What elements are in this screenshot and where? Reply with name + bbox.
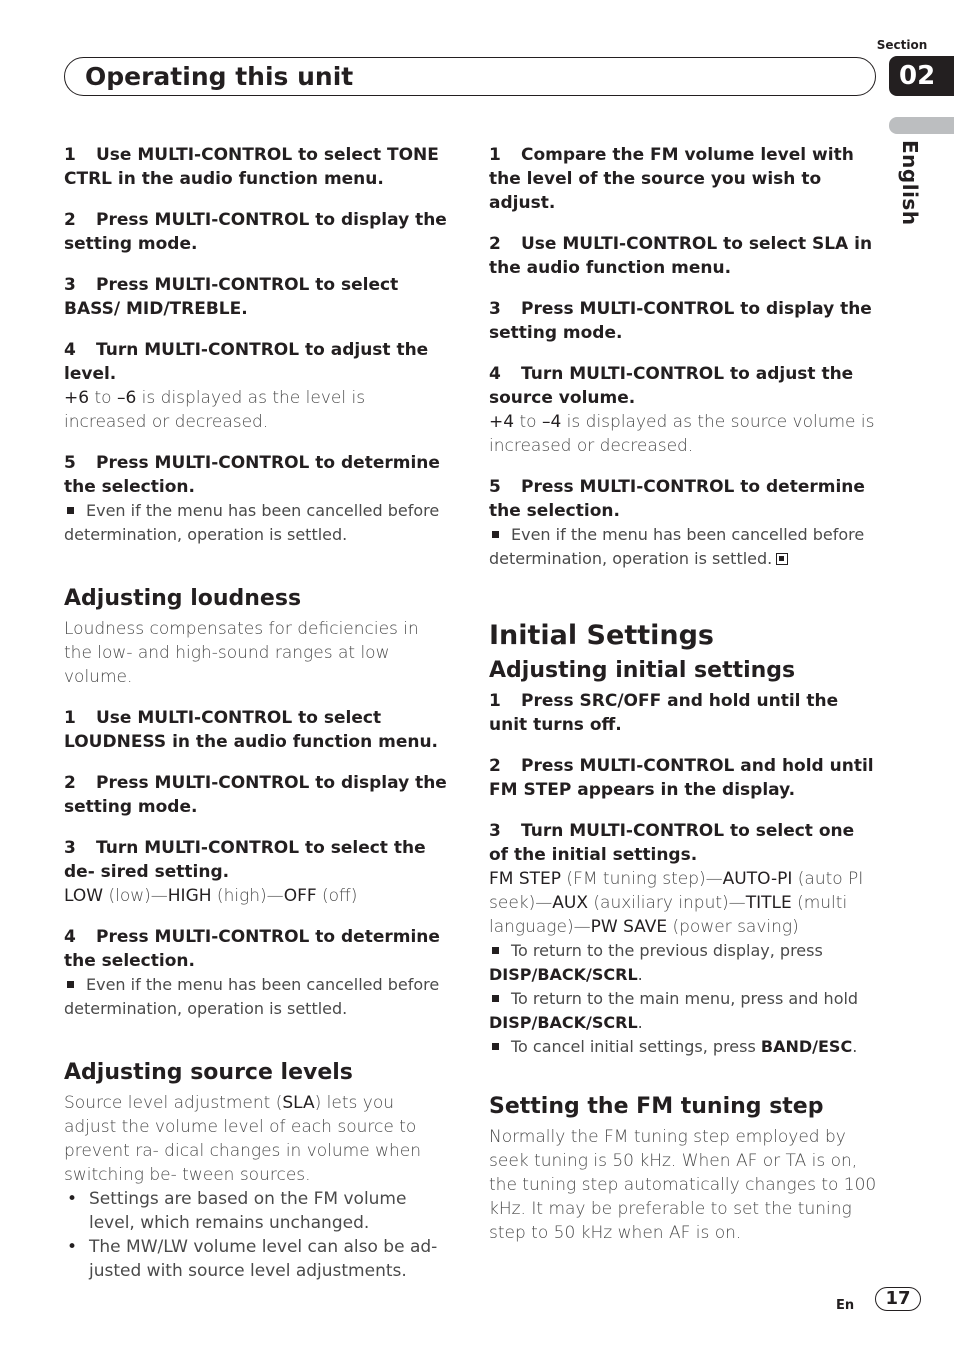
fm-step-heading: Setting the FM tuning step <box>489 1094 824 1119</box>
footer-language-code: En <box>836 1298 855 1313</box>
section-number-badge: 02 <box>889 56 954 96</box>
initial-step-3: 3 Turn MULTI-CONTROL to select one of the initial settings. <box>489 821 855 865</box>
initial-note-1: To return to the previous display, press DISP/BACK/SCRL. <box>489 941 823 984</box>
chapter-header <box>64 57 876 96</box>
initial-step-1: 1 Press SRC/OFF and hold until the unit turns off. <box>489 691 839 735</box>
note-square-icon <box>492 995 499 1002</box>
initial-note-3: To cancel initial settings, press BAND/ESC. <box>489 1035 877 1059</box>
sla-step-5: 5 Press MULTI-CONTROL to determine the selection. <box>489 477 865 521</box>
note-square-icon <box>492 947 499 954</box>
sla-step-3: 3 Press MULTI-CONTROL to display the setting mode. <box>489 299 872 343</box>
note-square-icon <box>492 1043 499 1050</box>
sla-step-4: 4 Turn MULTI-CONTROL to adjust the source volume. <box>489 364 854 408</box>
initial-note-2: To return to the main menu, press and hold DISP/BACK/SCRL. <box>489 989 859 1032</box>
section-label: Section <box>876 38 928 52</box>
fm-step-body: Normally the FM tuning step employed by seek tuning is 50 kHz. When AF or TA is on, the tuning step automatically changes to 100 kHz. It may be preferable to set the tuning step to 50 kHz when AF is on. <box>489 1127 877 1243</box>
sla-note: Even if the menu has been cancelled before determination, operation is settled. <box>489 525 865 568</box>
note-square-icon <box>492 531 499 538</box>
left-column <box>64 143 448 1283</box>
language-label: English <box>898 140 922 226</box>
tone-step-3: 3 Press MULTI-CONTROL to select BASS/ MID/TREBLE. <box>64 275 399 319</box>
sla-intro: Source level adjustment (SLA) lets you adjust the volume level of each source to prevent ra- dical changes in volume when switching be- tween sources. <box>64 1093 422 1185</box>
tone-note: Even if the menu has been cancelled before determination, operation is settled. <box>64 501 440 544</box>
loudness-note: Even if the menu has been cancelled before determination, operation is settled. <box>64 975 440 1018</box>
tone-step-5: 5 Press MULTI-CONTROL to determine the selection. <box>64 453 440 497</box>
sla-bullet-2: • The MW/LW volume level can also be ad- justed with source level adjustments. <box>64 1235 448 1283</box>
loudness-heading: Adjusting loudness <box>64 586 302 611</box>
language-tab <box>889 117 954 134</box>
tone-level-range: +6 to –6 is displayed as the level is increased or decreased. <box>64 388 366 432</box>
loudness-step-3: 3 Turn MULTI-CONTROL to select the de- sired setting. <box>64 838 426 882</box>
sla-step-1: 1 Compare the FM volume level with the level of the source you wish to adjust. <box>489 145 854 213</box>
page-number: 17 <box>875 1287 921 1311</box>
loudness-intro: Loudness compensates for deficiencies in the low- and high-sound ranges at low volume. <box>64 619 419 687</box>
tone-step-2: 2 Press MULTI-CONTROL to display the setting mode. <box>64 210 447 254</box>
chapter-title: Operating this unit <box>85 62 354 91</box>
sla-heading: Adjusting source levels <box>64 1060 353 1085</box>
initial-step-2: 2 Press MULTI-CONTROL and hold until FM STEP appears in the display. <box>489 756 874 800</box>
end-of-section-icon <box>776 553 788 565</box>
sla-level-range: +4 to –4 is displayed as the source volume is increased or decreased. <box>489 412 875 456</box>
loudness-step-4: 4 Press MULTI-CONTROL to determine the selection. <box>64 927 440 971</box>
note-square-icon <box>67 507 74 514</box>
loudness-options: LOW (low)—HIGH (high)—OFF (off) <box>64 886 358 906</box>
initial-options: FM STEP (FM tuning step)—AUTO-PI (auto PI seek)—AUX (auxiliary input)—TITLE (multi language)—PW SAVE (power saving) <box>489 869 864 937</box>
initial-settings-title: Initial Settings <box>489 620 715 651</box>
note-square-icon <box>67 981 74 988</box>
loudness-step-2: 2 Press MULTI-CONTROL to display the setting mode. <box>64 773 447 817</box>
tone-step-4: 4 Turn MULTI-CONTROL to adjust the level. <box>64 340 429 384</box>
right-column <box>489 143 877 1245</box>
sla-bullet-1: • Settings are based on the FM volume level, which remains unchanged. <box>64 1187 448 1235</box>
tone-step-1: 1 Use MULTI-CONTROL to select TONE CTRL in the audio function menu. <box>64 145 439 189</box>
initial-settings-heading: Adjusting initial settings <box>489 658 796 683</box>
loudness-step-1: 1 Use MULTI-CONTROL to select LOUDNESS in the audio function menu. <box>64 708 439 752</box>
sla-step-2: 2 Use MULTI-CONTROL to select SLA in the audio function menu. <box>489 234 873 278</box>
